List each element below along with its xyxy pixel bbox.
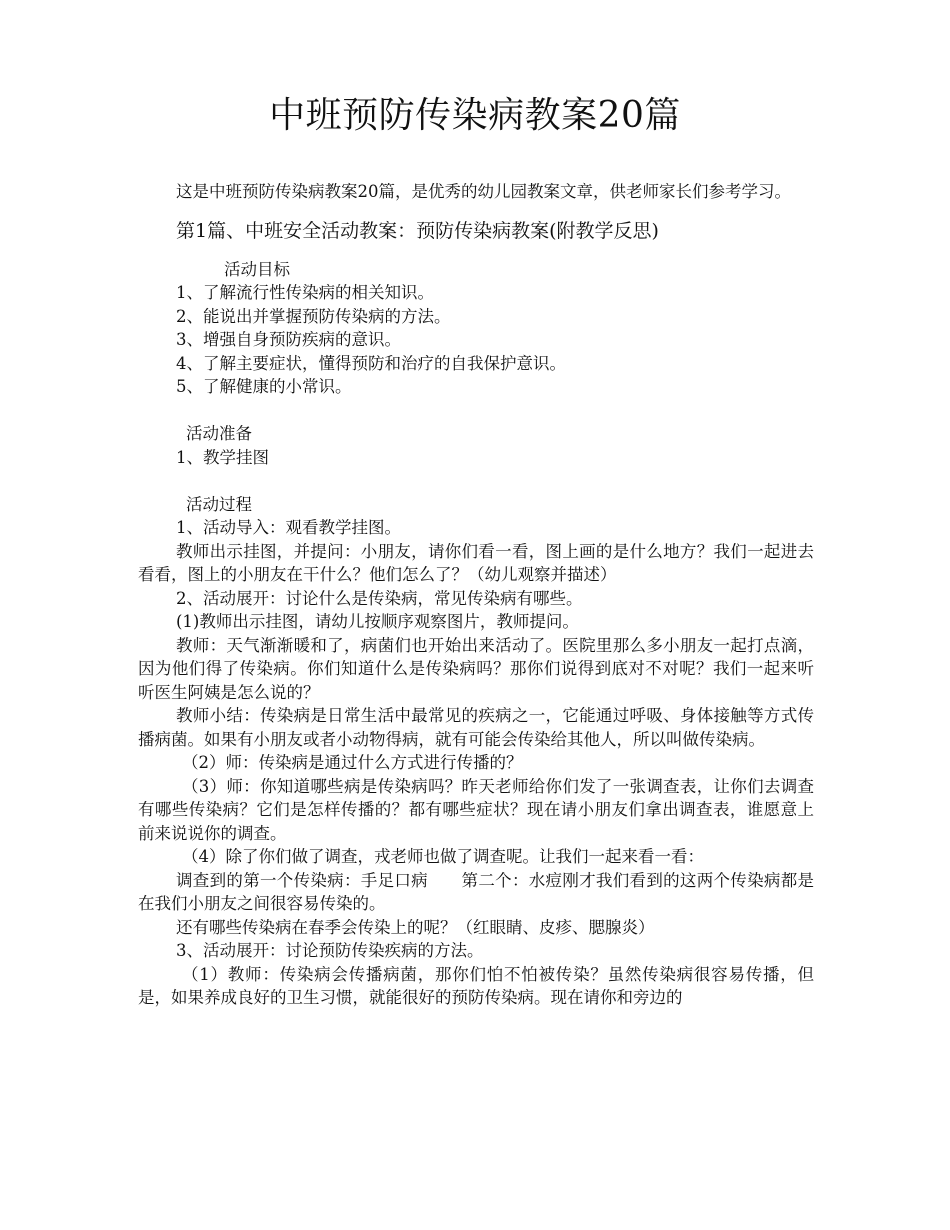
spacer xyxy=(138,244,814,258)
process-paragraph: 教师小结：传染病是日常生活中最常见的疾病之一，它能通过呼吸、身体接触等方式传播病菌。如果有小朋友或者小动物得病，就有可能会传染给其他人，所以叫做传染病。 xyxy=(138,706,814,749)
spacer xyxy=(138,204,814,218)
process-paragraph: 教师：天气渐渐暖和了，病菌们也开始出来活动了。医院里那么多小朋友一起打点滴，因为他们得了传染病。你们知道什么是传染病吗？那你们说得到底对不对呢？我们一起来听听医生阿姨是怎么说的？ xyxy=(138,635,814,702)
process-paragraph: （1）教师：传染病会传播病菌，那你们怕不怕被传染？虽然传染病很容易传播，但是，如果养成良好的卫生习惯，就能很好的预防传染病。现在请你和旁边的 xyxy=(138,964,814,1007)
goal-item: 2、能说出并掌握预防传染病的方法。 xyxy=(176,306,451,326)
intro-paragraph: 这是中班预防传染病教案20篇，是优秀的幼儿园教案文章，供老师家长们参考学习。 xyxy=(176,182,791,201)
goal-item: 3、增强自身预防疾病的意识。 xyxy=(176,330,401,349)
section-heading: 第1篇、中班安全活动教案：预防传染病教案(附教学反思) xyxy=(176,219,659,242)
prep-item: 1、教学挂图 xyxy=(176,447,269,467)
page-title: 中班预防传染病教案20篇 xyxy=(269,95,681,136)
goal-item: 4、了解主要症状，懂得预防和治疗的自我保护意识。 xyxy=(176,353,566,373)
process-paragraph: （2）师：传染病是通过什么方式进行传播的？ xyxy=(182,753,523,772)
prep-label: 活动准备 xyxy=(186,424,252,443)
process-line: 2、活动展开：讨论什么是传染病，常见传染病有哪些。 xyxy=(176,588,583,608)
process-paragraph: 教师出示挂图，并提问：小朋友，请你们看一看，图上画的是什么地方？我们一起进去看看，图上的小朋友在干什么？他们怎么了？（幼儿观察并描述） xyxy=(138,541,814,584)
process-line: 3、活动展开：讨论预防传染疾病的方法。 xyxy=(176,941,484,960)
process-label: 活动过程 xyxy=(186,494,252,514)
goals-label: 活动目标 xyxy=(224,259,290,279)
goal-item: 5、了解健康的小常识。 xyxy=(176,377,352,396)
spacer xyxy=(138,399,814,423)
process-paragraph: 还有哪些传染病在春季会传染上的呢？（红眼睛、皮疹、腮腺炎） xyxy=(176,917,655,937)
process-paragraph: 调查到的第一个传染病：手足口病 第二个：水痘刚才我们看到的这两个传染病都是在我们小朋友之间很容易传染的。 xyxy=(138,870,814,913)
document-body xyxy=(138,180,814,1010)
goal-item: 1、了解流行性传染病的相关知识。 xyxy=(176,283,434,302)
process-line: 1、活动导入：观看教学挂图。 xyxy=(176,518,401,537)
process-paragraph: （4）除了你们做了调查，戎老师也做了调查呢。让我们一起来看一看： xyxy=(182,847,704,866)
process-line: (1)教师出示挂图，请幼儿按顺序观察图片，教师提问。 xyxy=(176,612,579,631)
process-paragraph: （3）师：你知道哪些病是传染病吗？昨天老师给你们发了一张调查表，让你们去调查有哪些传染病？它们是怎样传播的？都有哪些症状？现在请小朋友们拿出调查表，谁愿意上前来说说你的调查。 xyxy=(138,776,814,843)
spacer xyxy=(138,469,814,493)
